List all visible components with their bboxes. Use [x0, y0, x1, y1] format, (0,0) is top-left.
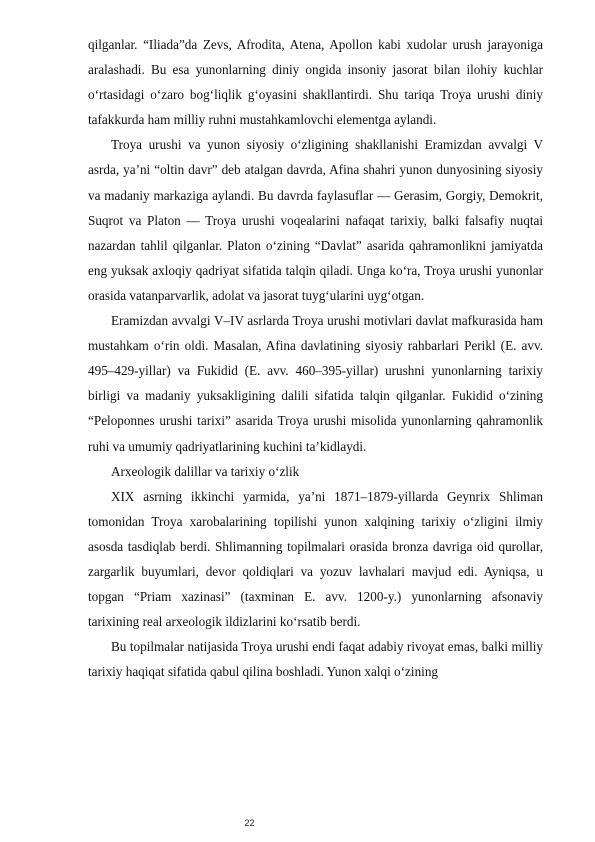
- page-number: 22: [244, 818, 255, 828]
- paragraph-1: qilganlar. “Iliada”da Zevs, Afrodita, Atena, Apollon kabi xudolar urush jarayoniga aralashadi. Bu esa yunonlarning diniy ongida insoniy jasorat bilan ilohiy kuchlar o‘rtasidagi o‘zaro bog‘liqlik g‘oyasini shakllantirdi. Shu tariqa Troya urushi diniy tafakkurda ham milliy ruhni mustahkamlovchi elementga aylandi.: [88, 37, 543, 128]
- paragraph-3: Eramizdan avvalgi V–IV asrlarda Troya urushi motivlari davlat mafkurasida ham mustahkam o‘rin oldi. Masalan, Afina davlatining siyosiy rahbarlari Perikl (E. avv. 495–429-yillar) va Fukidid (E. avv. 460–395-yillar) urushni yunonlarning tarixiy birligi va madaniy yuksakligining dalili sifatida talqin qilganlar. Fukidid o‘zining “Peloponnes urushi tarixi” asarida Troya urushi misolida yunonlarning qahramonlik ruhi va umumiy qadriyatlarining kuchini ta’kidlaydi.: [88, 313, 543, 454]
- paragraph-2: Troya urushi va yunon siyosiy o‘zligining shakllanishi Eramizdan avvalgi V asrda, ya’ni “oltin davr” deb atalgan davrda, Afina shahri yunon dunyosining siyosiy va madaniy markaziga aylandi. Bu davrda faylasuflar — Gerasim, Gorgiy, Demokrit, Suqrot va Platon — Troya urushi voqealarini nafaqat tarixiy, balki falsafiy nuqtai nazardan tahlil qilganlar. Platon o‘zining “Davlat” asarida qahramonlikni jamiyatda eng yuksak axloqiy qadriyat sifatida talqin qiladi. Unga ko‘ra, Troya urushi yunonlar orasida vatanparvarlik, adolat va jasorat tuyg‘ularini uyg‘otgan.: [88, 137, 543, 303]
- paragraph-4: XIX asrning ikkinchi yarmida, ya’ni 1871–1879-yillarda Geynrix Shliman tomonidan Troya xarobalarining topilishi yunon xalqining tarixiy o‘zligini ilmiy asosda tasdiqlab berdi. Shlimanning topilmalari orasida bronza davriga oid qurollar, zargarlik buyumlari, devor qoldiqlari va yozuv lavhalari mavjud edi. Ayniqsa, u topgan “Priam xazinasi” (taxminan E. avv. 1200-y.) yunonlarning afsonaviy tarixining real arxeologik ildizlarini ko‘rsatib berdi.: [88, 488, 543, 630]
- document-page: [88, 32, 543, 684]
- paragraph-5: Bu topilmalar natijasida Troya urushi endi faqat adabiy rivoyat emas, balki milliy tarixiy haqiqat sifatida qabul qilina boshladi. Yunon xalqi o‘zining: [88, 639, 543, 680]
- page-number-container: [0, 818, 595, 828]
- section-heading: Arxeologik dalillar va tarixiy o‘zlik: [111, 463, 300, 479]
